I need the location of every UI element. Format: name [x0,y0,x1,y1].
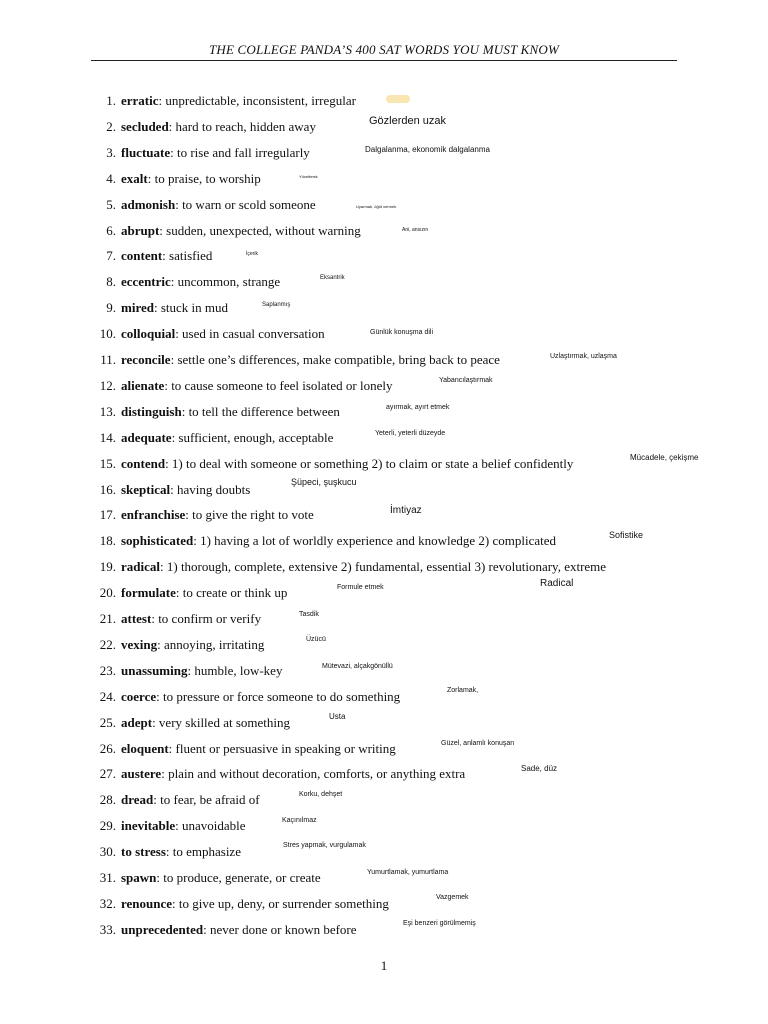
vocab-word: secluded [121,118,169,134]
translation-note: Dalgalanma, ekonomik dalgalanma [365,145,490,155]
definition: : to fear, be afraid of [153,792,260,808]
entry-number: 19. [99,559,116,575]
entry-number: 7. [106,248,116,264]
word-entry [0,557,768,577]
translation-note: Uzlaştırmak, uzlaşma [550,352,617,360]
vocab-word: reconcile [121,352,171,367]
translation-note: Mütevazi, alçakgönüllü [322,662,393,670]
vocab-word: erratic [121,93,159,108]
translation-note: Uyarmak, öğüt vermek [356,203,397,209]
definition: : to rise and fall irregularly [170,144,310,160]
translation-note: Üzücü [306,635,326,643]
translation-note: Korku, dehşet [299,790,343,798]
entry-number: 5. [106,196,116,212]
word-entry [0,894,768,914]
translation-note: Ani, ansızın [402,227,429,233]
entry-number: 2. [106,118,116,134]
entry-text [121,195,316,215]
vocab-word: attest [121,611,152,626]
definition: : sufficient, enough, acceptable [171,429,334,445]
definition: : to create or think up [175,585,288,601]
vocab-word: sophisticated [121,533,194,549]
handwritten-note-radical: Radical [540,578,574,589]
definition: : uncommon, strange [170,274,281,290]
vocab-word: admonish [121,196,176,212]
definition: : having doubts [170,481,251,497]
entry-number: 10. [99,326,116,342]
vocab-word: formulate [121,585,176,601]
entry-text [121,583,287,603]
header-rule [91,60,677,61]
entry-text [121,920,357,940]
entry-number: 14. [99,429,116,445]
entry-number: 12. [99,377,116,393]
entry-number: 26. [99,740,116,756]
definition: : to tell the difference between [181,403,340,419]
word-entry [0,609,768,629]
word-entry [0,531,768,551]
word-entry [0,221,768,241]
entry-number: 1. [106,93,116,108]
vocab-word: inevitable [121,818,176,834]
translation-note: Şüpeci, şuşkucu [291,476,357,487]
entry-text [121,868,321,888]
definition: : to cause someone to feel isolated or lonely [164,377,393,393]
translation-note: Eksantrik [320,275,345,282]
vocab-word: mired [121,300,154,316]
entry-text [121,221,361,241]
vocab-word: unassuming [121,662,188,678]
translation-note: İmtiyaz [390,505,422,516]
translation-note: Kaçınılmaz [282,816,317,824]
translation-note: Saplanmış [262,302,291,309]
word-entry [0,480,768,500]
vocab-word: contend [121,455,166,471]
definition: : to give the right to vote [185,507,314,523]
vocab-word: unprecedented [121,921,204,937]
vocab-word: eccentric [121,274,171,290]
vocab-word: skeptical [121,481,171,497]
entry-number: 28. [99,792,116,808]
vocab-word: content [121,248,163,264]
translation-note: Yüceltmek [299,173,318,179]
definition: : sudden, unexpected, without warning [159,222,361,238]
entry-text [121,246,212,266]
translation-note: Zorlamak, [447,686,479,694]
entry-text [121,428,333,448]
entry-text [121,557,606,577]
word-entry [0,687,768,707]
entry-number: 16. [99,481,116,497]
vocab-word: colloquial [121,326,176,342]
word-entry [0,713,768,733]
entry-number: 6. [106,222,116,238]
definition: : used in casual conversation [175,326,325,342]
word-entry [0,376,768,396]
definition: : settle one’s differences, make compatible, bring back to peace [170,352,500,367]
vocab-word: adept [121,714,153,730]
entry-text [121,480,250,500]
definition: : unavoidable [175,818,246,834]
translation-note: Tasdik [299,610,319,618]
definition: : hard to reach, hidden away [168,118,316,134]
translation-note: Gözlerden uzak [369,115,447,128]
entry-number: 3. [106,144,116,160]
entry-number: 18. [99,533,116,549]
translation-note: Vazgemek [436,893,469,901]
entry-text [121,739,396,759]
definition: : plain and without decoration, comforts, or anything extra [161,766,466,782]
entry-text [121,816,246,836]
word-entry [0,635,768,655]
entry-text [121,687,400,707]
entry-number: 22. [99,636,116,652]
definition: : to produce, generate, or create [156,870,321,885]
page-number: 1 [380,958,388,973]
translation-note: İçerik [246,251,258,257]
definition: : to confirm or verify [151,611,262,626]
vocab-word: to stress [121,844,166,860]
word-entry [0,169,768,189]
entry-text [121,713,290,733]
word-entry [0,816,768,836]
definition: : very skilled at something [152,714,290,730]
entry-number: 9. [106,300,116,316]
entry-text [121,350,500,370]
entry-text [121,169,261,189]
entry-text [121,117,316,137]
definition: : 1) having a lot of worldly experience and knowledge 2) complicated [193,533,557,549]
translation-note: Yumurtlamak, yumurtlama [367,868,449,876]
vocab-word: dread [121,792,154,808]
vocab-word: vexing [121,636,158,652]
entry-text [121,376,392,396]
definition: : stuck in mud [153,300,229,316]
entry-text [121,505,314,525]
word-entry [0,298,768,318]
vocab-word: abrupt [121,222,160,238]
entry-number: 29. [99,818,116,834]
entry-number: 21. [99,611,116,626]
definition: : to emphasize [165,844,241,860]
word-entry [0,91,768,111]
entry-number: 33. [99,921,116,937]
vocab-word: radical [121,559,160,575]
translation-note: Usta [329,712,346,722]
translation-note: Sofistike [609,529,644,540]
entry-number: 23. [99,662,116,678]
vocab-word: distinguish [121,403,182,419]
word-entry [0,842,768,862]
vocab-word: renounce [121,895,173,911]
vocab-word: eloquent [121,740,169,756]
definition: : annoying, irritating [157,636,265,652]
definition: : to warn or scold someone [175,196,316,212]
entry-number: 32. [99,895,116,911]
entry-text [121,894,389,914]
entry-text [121,298,228,318]
translation-note: Yabancılaştırmak [439,376,493,384]
entry-number: 20. [99,585,116,601]
definition: : to give up, deny, or surrender something [172,895,389,911]
entry-text [121,143,310,163]
word-entry [0,402,768,422]
entry-number: 30. [99,844,116,860]
entry-text [121,91,356,111]
definition: : unpredictable, inconsistent, irregular [158,93,356,108]
word-entry [0,764,768,784]
entry-text [121,531,556,551]
definition: : humble, low-key [187,662,283,678]
entry-number: 11. [100,352,116,367]
translation-note: ayırmak, ayırt etmek [386,403,450,411]
translation-note: Günlük konuşma dili [370,328,434,336]
translation-note: Formule etmek [337,583,384,591]
word-entry [0,246,768,266]
entry-number: 4. [106,170,116,186]
vocab-word: exalt [121,170,148,186]
page-header: THE COLLEGE PANDA’S 400 SAT WORDS YOU MUST KNOW [208,42,560,57]
definition: : to pressure or force someone to do something [156,688,401,704]
entry-number: 13. [99,403,116,419]
entry-text [121,764,465,784]
entry-number: 27. [99,766,116,782]
vocab-word: coerce [121,688,157,704]
vocab-word: alienate [121,377,165,393]
word-entry [0,583,768,603]
translation-note: Yeterli, yeterli düzeyde [375,429,446,437]
entry-number: 31. [99,870,116,885]
vocab-word: spawn [121,870,157,885]
definition: : satisfied [162,248,213,264]
entry-text [121,790,260,810]
entry-text [121,661,282,681]
entry-number: 24. [99,688,116,704]
word-entry [0,350,768,370]
entry-number: 17. [99,507,116,523]
word-entry [0,505,768,525]
word-entry [0,272,768,292]
entry-text [121,324,325,344]
definition: : never done or known before [203,921,357,937]
word-entry [0,739,768,759]
entry-text [121,609,261,629]
entry-number: 15. [99,455,116,471]
entry-number: 8. [106,274,116,290]
entry-text [121,454,573,474]
word-entry [0,920,768,940]
entry-text [121,272,280,292]
translation-note: Sade, düz [521,764,558,774]
vocab-word: austere [121,766,162,782]
entry-text [121,842,241,862]
definition: : fluent or persuasive in speaking or writing [168,740,396,756]
entry-number: 25. [99,714,116,730]
definition: : to praise, to worship [147,170,261,186]
vocab-word: fluctuate [121,144,171,160]
vocab-word: enfranchise [121,507,186,523]
definition: : 1) thorough, complete, extensive 2) fundamental, essential 3) revolutionary, extreme [160,559,607,575]
translation-note: Eşi benzeri görülmemiş [403,919,476,927]
translation-note: Mücadele, çekişme [630,453,699,463]
definition: : 1) to deal with someone or something 2) to claim or state a belief confidently [165,455,574,471]
vocab-word: adequate [121,429,172,445]
word-entry [0,790,768,810]
translation-note: Stres yapmak, vurgulamak [283,841,366,849]
entry-text [121,635,264,655]
entry-text [121,402,340,422]
translation-note: Güzel, anlamlı konuşan [441,739,515,747]
